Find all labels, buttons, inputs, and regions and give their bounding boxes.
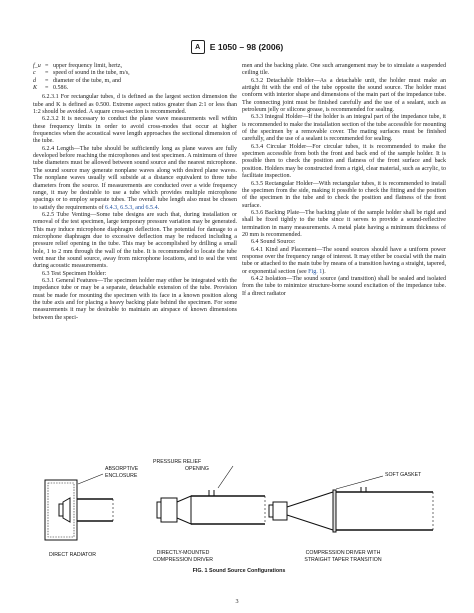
figure-link[interactable]: Fig. 1 [308, 268, 323, 275]
label-compression-taper-1: COMPRESSION DRIVER WITH [305, 550, 381, 556]
astm-logo: A [191, 40, 205, 54]
label-direct-radiator: DIRECT RADIATOR [49, 552, 96, 558]
left-column [33, 63, 237, 322]
para-6-4-1: 6.4.1 Kind and Placement—The sound sources should have a uniform power response over the frequency range of interest. It may either be coaxial with the main tube or attached to the main tube by means of a transition having a straight, tapered, or exponential section (see Fig. 1). [242, 246, 446, 275]
def-symbol: f_u [33, 63, 41, 69]
def-symbol: c [33, 70, 36, 77]
def-symbol: K [33, 85, 38, 92]
heading-6-3: 6.3 Test Specimen Holder: [42, 270, 107, 277]
para-6-2-3-1: 6.2.3.1 For rectangular tubes, d is defined as the largest section dimension the tube and K is defined as 0.500. Extreme aspect ratios greater than 2:1 or less than 1:2 should be avoided. A square cross-section is recommended. [33, 94, 237, 116]
para-6-4-2: 6.4.2 Isolation—The sound source (and transition) shall be sealed and isolated from the tube to minimize structure-borne sound excitation of the impedance tube. If a direct radiator [242, 275, 446, 297]
symbol-definitions [33, 63, 237, 92]
label-absorptive-1: ABSORPTIVE [105, 466, 139, 472]
def-text: speed of sound in the tube, m/s, [53, 70, 130, 77]
def-equals: = [45, 70, 49, 77]
figure-1 [33, 454, 445, 568]
label-pressure-relief-2: OPENING [185, 466, 209, 472]
label-pressure-relief-1: PRESSURE RELIEF [153, 459, 202, 465]
def-symbol: d [33, 77, 37, 84]
def-equals: = [45, 63, 49, 69]
figure-caption: FIG. 1 Sound Source Configurations [192, 568, 286, 574]
para-6-2-4: 6.2.4 Length—The tube should be sufficiently long as plane waves are fully developed before reaching the microphones and test specimen. A minimum of three tube diameters must be allowed between sound source and the nearest microphone. The sound source may generate nonplane waves along with desired plane waves. The nonplane waves usually will subside at a distance equivalent to three tube diameters from the source. If measurements are conducted over a wide frequency range, it may be desirable to use a tube which provides multiple microphone spacings or to employ separate tubes. The overall tube length also must be chosen to satisfy the requirements of 6.4.3, 6.5.3, and 6.5.4. [33, 145, 237, 211]
para-6-3-3: 6.3.3 Integral Holder—If the holder is an integral part of the impedance tube, it is recommended to make the installation section of the tube accessible for mounting of the specimen by a removable cover. The mating surfaces must be finished carefully, and the use of a sealant is recommended for sealing. [242, 114, 446, 143]
label-absorptive-2: ENCLOSURE [105, 473, 138, 479]
absorptive-enclosure [45, 480, 77, 540]
def-text: 0.586. [53, 85, 69, 92]
para-6-2-5: 6.2.5 Tube Venting—Some tube designs are such that, during installation or removal of the test specimen, large temporary pressure variation may be generated. This may induce microphone diaphragm deflection. The potential for damage to a microphone diaphragm due to excessive deflection may be reduced including a pressure relief opening in the tube. This may be accomplished by drilling a small hole, 1 to 2 mm through the wall of the tube. It is recommended to locate the tube vent near the sound source, away from microphone locations, and to seal the vent during acoustic measurements. [33, 211, 237, 270]
right-column [242, 63, 446, 298]
def-text: diameter of the tube, m, and [53, 77, 122, 84]
sound-source-diagram [33, 454, 445, 568]
standard-designation: E 1050 – 98 (2006) [209, 42, 284, 52]
label-directly-mounted-2: COMPRESSION DRIVER [153, 557, 213, 563]
def-text: upper frequency limit, hertz, [53, 63, 123, 69]
section-links[interactable]: 6.4.3, 6.5.3, and 6.5.4 [105, 204, 158, 211]
label-compression-taper-2: STRAIGHT TAPER TRANSITION [304, 557, 382, 563]
heading-6-4: 6.4 Sound Source: [251, 239, 296, 246]
label-directly-mounted-1: DIRECTLY-MOUNTED [156, 550, 210, 556]
def-equals: = [45, 85, 49, 92]
para-6-2-3-2: 6.2.3.2 It is necessary to conduct the plane wave measurements well within these frequency limits in order to avoid cross-modes that occur at higher frequencies when the acoustical wave length approaches the sectional dimension of the tube. [33, 116, 237, 145]
para-6-3-2: 6.3.2 Detachable Holder—As a detachable unit, the holder must make an airtight fit with the end of the tube opposite the sound source. The holder must conform with interior shape and dimensions of the main part of the impedance tube. The connecting joint must be finished carefully and the use of a sealant, such as petroleum jelly or silicone grease, is recommended for sealing. [242, 77, 446, 114]
page-number: 3 [235, 598, 239, 605]
para-6-3-1: 6.3.1 General Features—The specimen holder may either be integrated with the impedance tube or may be a separate, detachable extension of the tube. Provision must be made for mounting the specimen with its face in a known position along the tube axis and for placing a heavy backing plate behind the specimen. For some measurements it may be desirable to maintain an airspace of known dimensions between the speci- [33, 277, 237, 321]
page-header [0, 40, 474, 54]
para-6-3-5: 6.3.5 Rectangular Holder—With rectangular tubes, it is recommended to install the specimen from the side, making it possible to check the fitting and the position of the specimen in the tube and to check the position and flatness of the front surface. [242, 180, 446, 209]
def-equals: = [45, 77, 49, 84]
para-6-3-6: 6.3.6 Backing Plate—The backing plate of the sample holder shall be rigid and shall be fixed tightly to the tube since it serves to provide a sound-reflective termination in many measurements. A metal plate having a minimum thickness of 20 mm is recommended. [242, 209, 446, 238]
loudspeaker-icon [63, 498, 70, 522]
compression-driver [161, 498, 177, 522]
para-continued: men and the backing plate. One such arrangement may be to simulate a suspended ceiling tile. [242, 63, 446, 77]
label-soft-gasket: SOFT GASKET [385, 472, 422, 478]
taper-transition [287, 492, 333, 530]
para-6-3-4: 6.3.4 Circular Holder—For circular tubes, it is recommended to make the specimen accessible from both the front and back end of the sample holder. It is possible then to check the position and flatness of the front surface and back position. Holders may be constructed from a rigid, clear material, such as acrylic, to facilitate inspection. [242, 143, 446, 180]
